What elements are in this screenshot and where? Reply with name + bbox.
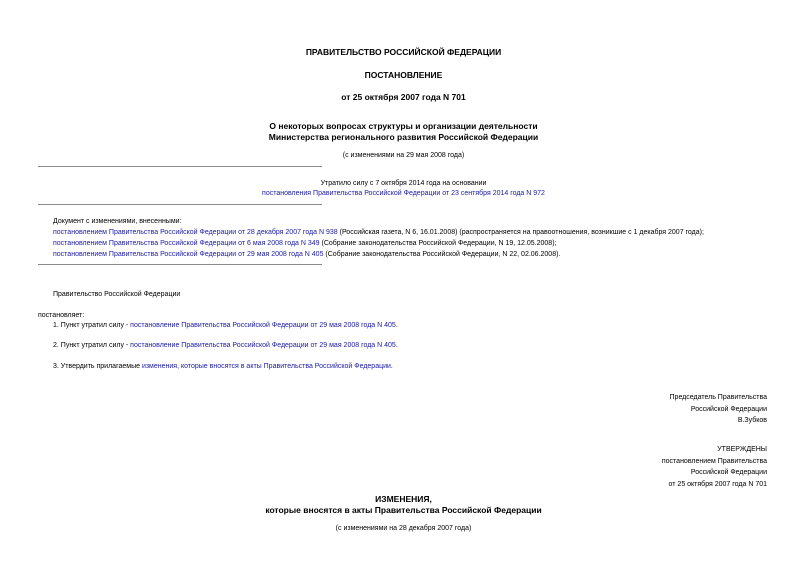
expired-link[interactable]: постановления Правительства Российской Федерации от 23 сентября 2014 года N 972: [262, 190, 545, 197]
changes-note: (с изменениями на 28 декабря 2007 года): [335, 525, 472, 532]
amendment-source: (Собрание законодательства Российской Федерации, N 19, 12.05.2008);: [319, 240, 557, 247]
amendment-item: [53, 228, 704, 237]
amendments-intro: Документ с изменениями, внесенными:: [53, 218, 182, 225]
paragraph-end: .: [395, 322, 398, 329]
approved-line4: от 25 октября 2007 года N 701: [668, 480, 767, 488]
signature-block: [670, 392, 767, 427]
approved-line2: постановлением Правительства: [661, 457, 767, 465]
body-decrees: постановляет:: [38, 312, 85, 319]
amendment-link[interactable]: постановлением Правительства Российской Федерации от 28 декабря 2007 года N 938: [53, 229, 338, 236]
divider: [38, 204, 322, 205]
amendment-item: [53, 250, 560, 259]
paragraph-text: 3. Утвердить прилагаемые: [53, 363, 142, 370]
signature-name: В.Зубков: [737, 417, 767, 424]
doc-date-number: от 25 октября 2007 года N 701: [341, 92, 466, 102]
approved-line3: Российской Федерации: [690, 469, 767, 476]
approved-block: [662, 444, 767, 490]
amendment-source: (Собрание законодательства Российской Федерации, N 22, 02.06.2008).: [323, 251, 561, 258]
amendment-source: (Российская газета, N 6, 16.01.2008) (распространяется на правоотношения, возникшие с 1 декабря 2007 года);: [337, 229, 704, 236]
paragraph-text: 2. Пункт утратил силу -: [53, 342, 131, 349]
paragraph-link[interactable]: изменения, которые вносятся в акты Правительства Российской Федерации: [141, 363, 391, 370]
doc-title-line1: О некоторых вопросах структуры и организации деятельности: [269, 121, 538, 131]
paragraph-end: .: [395, 342, 398, 349]
divider: [38, 166, 322, 167]
paragraph-link[interactable]: постановление Правительства Российской Федерации от 29 мая 2008 года N 405: [130, 322, 396, 329]
paragraph-end: .: [390, 363, 393, 370]
amendment-item: [53, 239, 556, 248]
paragraph-text: 1. Пункт утратил силу -: [53, 322, 131, 329]
paragraph-2: [53, 341, 398, 350]
changes-title: ИЗМЕНЕНИЯ,: [375, 494, 432, 504]
doc-title-line2: Министерства регионального развития Российской Федерации: [268, 132, 539, 142]
doc-type-heading: ПОСТАНОВЛЕНИЕ: [364, 70, 443, 80]
paragraph-1: [53, 321, 398, 330]
body-government: Правительство Российской Федерации: [53, 291, 181, 298]
approved-line1: УТВЕРЖДЕНЫ: [717, 446, 767, 453]
amendment-link[interactable]: постановлением Правительства Российской Федерации от 29 мая 2008 года N 405: [53, 251, 324, 258]
amended-note: (с изменениями на 29 мая 2008 года): [342, 152, 465, 159]
expired-text: Утратило силу с 7 октября 2014 года на основании: [320, 180, 487, 187]
amendment-link[interactable]: постановлением Правительства Российской Федерации от 6 мая 2008 года N 349: [53, 240, 320, 247]
signature-title-line2: Российской Федерации: [690, 405, 767, 413]
changes-subtitle: которые вносятся в акты Правительства Российской Федерации: [265, 505, 542, 515]
paragraph-3: [53, 362, 393, 371]
government-heading: ПРАВИТЕЛЬСТВО РОССИЙСКОЙ ФЕДЕРАЦИИ: [305, 47, 502, 57]
signature-title-line1: Председатель Правительства: [669, 394, 767, 401]
divider: [38, 264, 322, 265]
paragraph-link[interactable]: постановление Правительства Российской Федерации от 29 мая 2008 года N 405: [130, 342, 396, 349]
